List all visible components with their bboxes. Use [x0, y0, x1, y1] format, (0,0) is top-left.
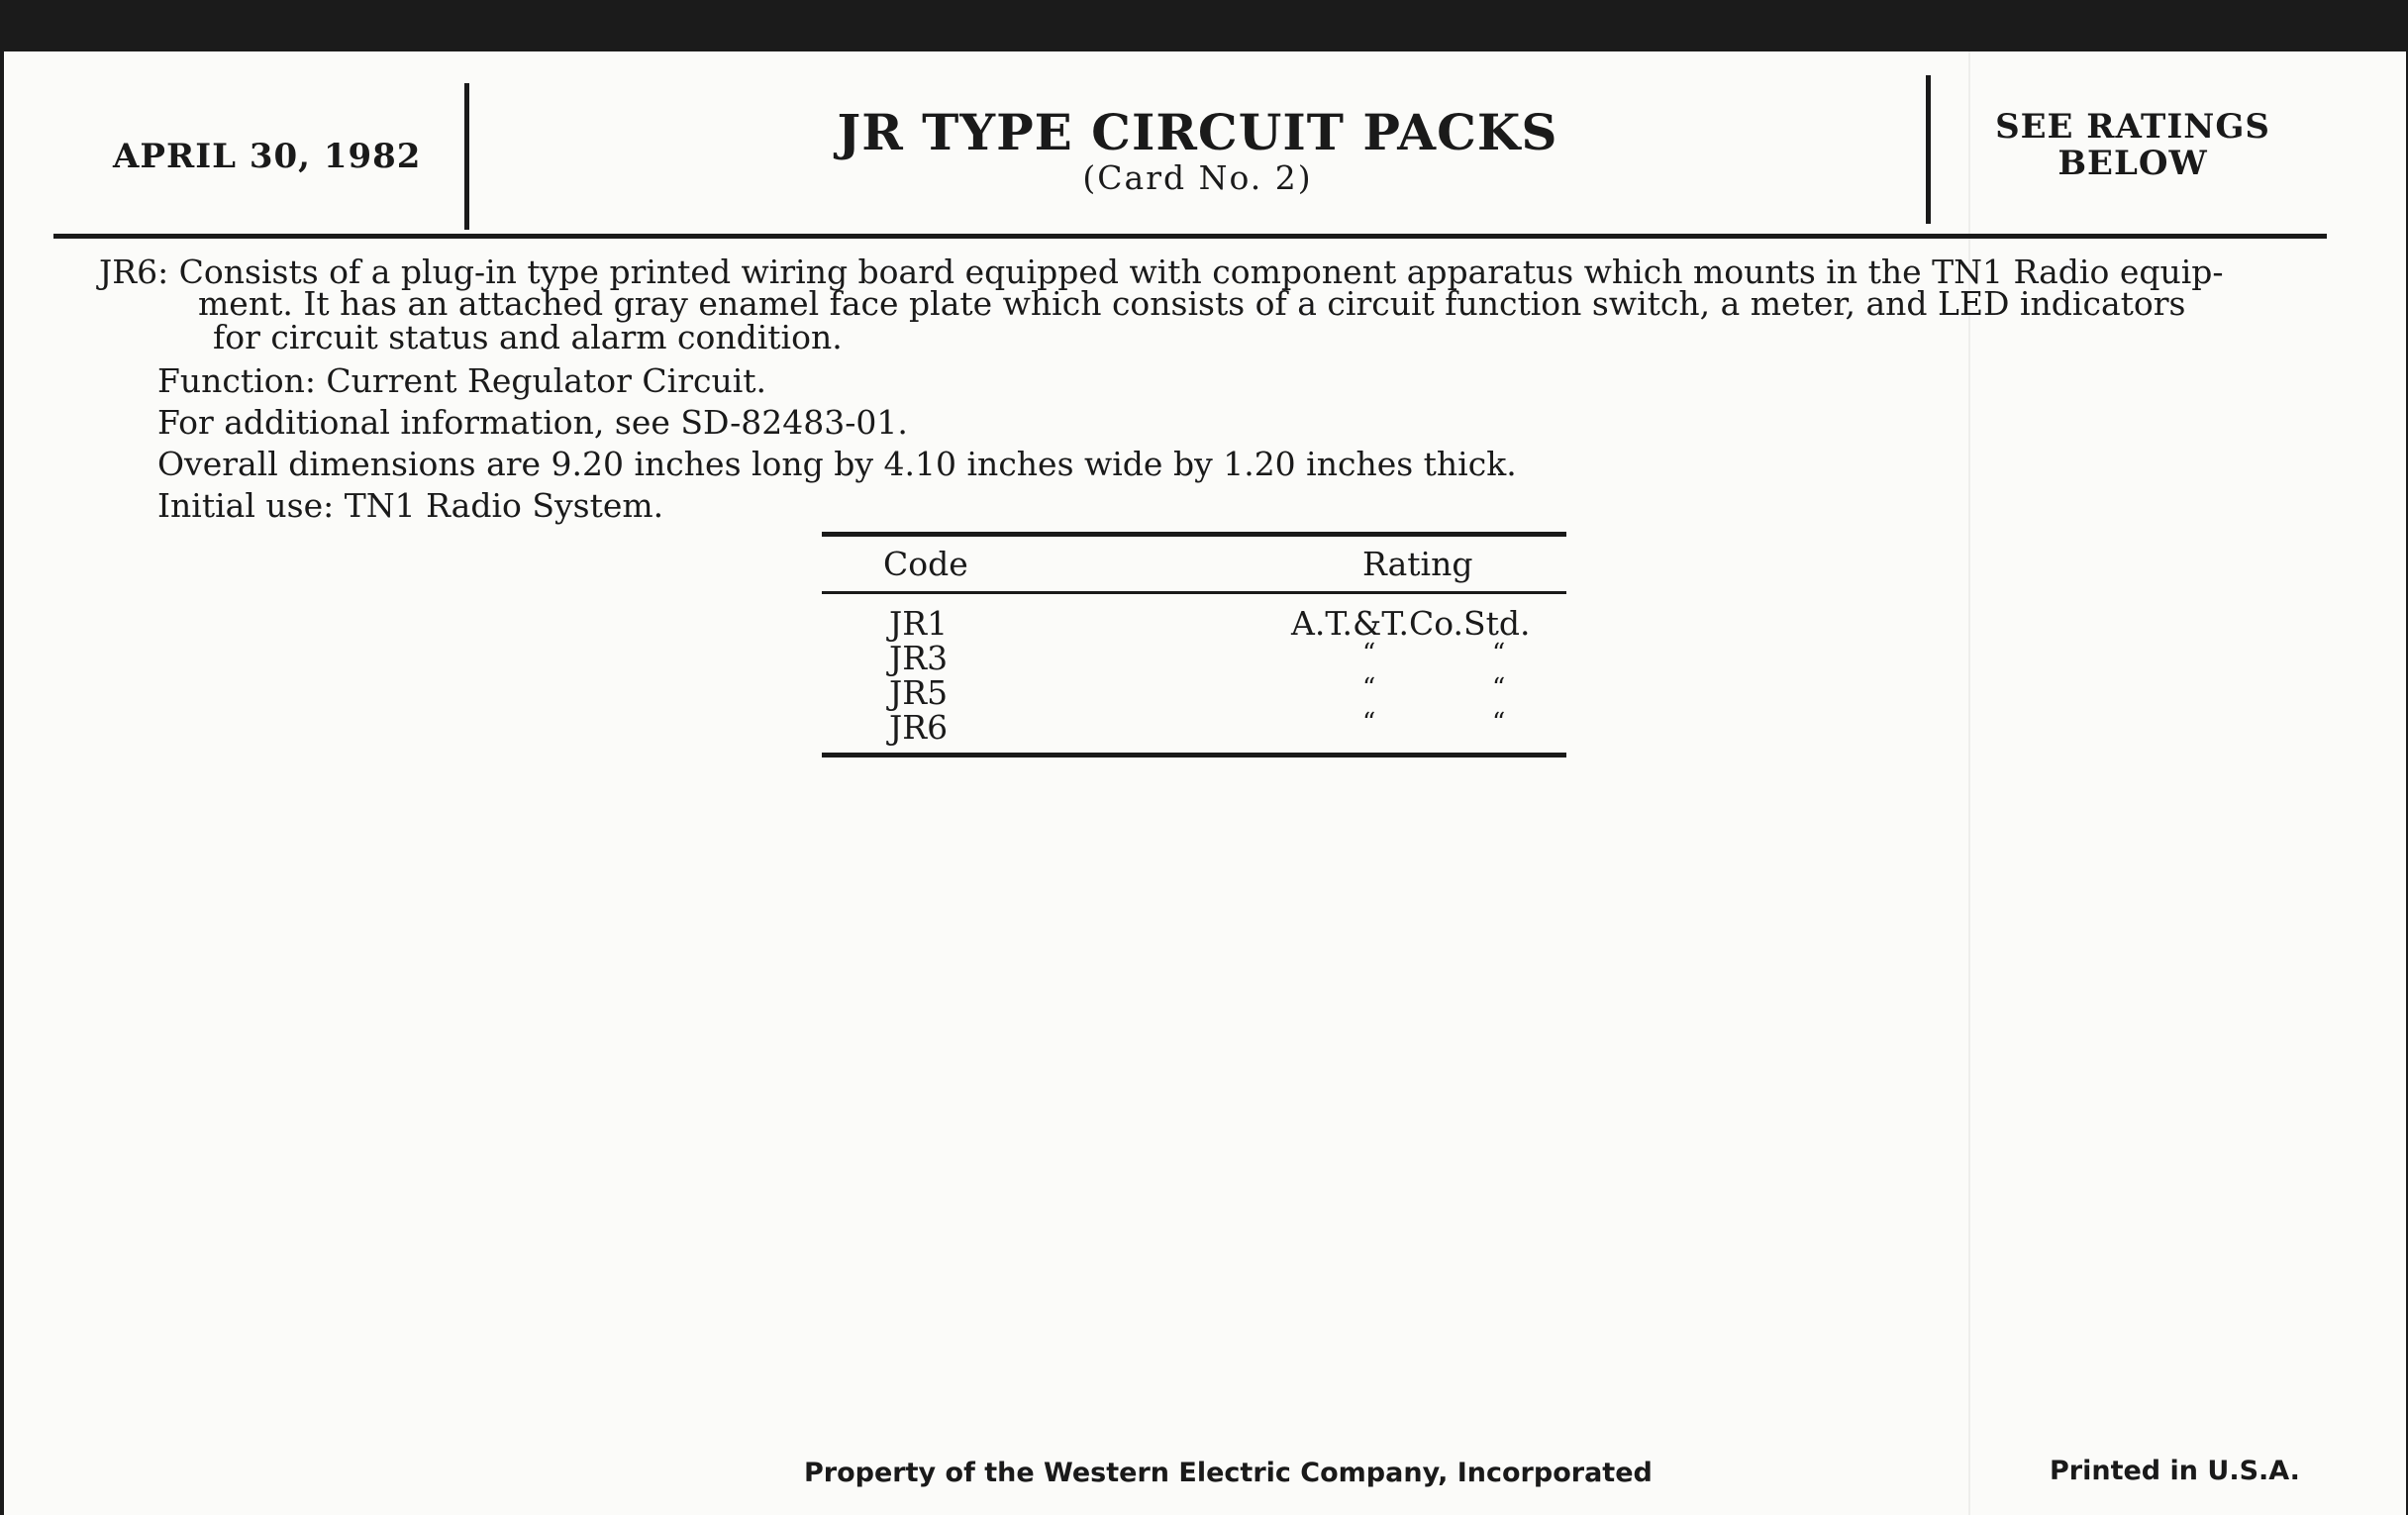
- header-rule: [53, 234, 2327, 239]
- description-line-3: for circuit status and alarm condition.: [213, 318, 843, 356]
- reference-card: [4, 51, 2406, 1515]
- description-line-1: JR6: Consists of a plug-in type printed wiring board equipped with component apparatus which mounts in the TN1 Radio equip-: [99, 252, 2224, 291]
- card-number: (Card No. 2): [1082, 158, 1313, 197]
- ratings-note-line2: BELOW: [2057, 144, 2208, 183]
- ditto-mark: “: [1492, 639, 1506, 668]
- ditto-mark: “: [1492, 708, 1506, 738]
- printed-notice: Printed in U.S.A.: [2050, 1456, 2300, 1486]
- table-cell-rating-ditto: [1291, 641, 1531, 675]
- initial-use-line: Initial use: TN1 Radio System.: [157, 486, 664, 525]
- table-header-code: Code: [883, 545, 968, 583]
- ditto-mark: “: [1362, 639, 1376, 668]
- table-cell-rating-ditto: [1291, 675, 1531, 710]
- table-cell-code: JR1: [889, 604, 949, 643]
- issue-date: APRIL 30, 1982: [113, 137, 422, 176]
- ratings-note-line1: SEE RATINGS: [1995, 107, 2270, 147]
- dimensions-line: Overall dimensions are 9.20 inches long by 4.10 inches wide by 1.20 inches thick.: [157, 445, 1517, 483]
- property-notice: Property of the Western Electric Company, Incorporated: [804, 1458, 1653, 1488]
- header-divider-right: [1926, 75, 1931, 224]
- table-cell-rating-ditto: [1291, 710, 1531, 745]
- code-column: [889, 606, 948, 745]
- table-header-rating: Rating: [1362, 545, 1473, 583]
- additional-info-line: For additional information, see SD-82483-01.: [157, 403, 908, 442]
- table-cell-code: JR3: [889, 639, 949, 677]
- table-header-rule: [822, 591, 1566, 594]
- rating-column: [1291, 606, 1531, 745]
- ditto-mark: “: [1492, 673, 1506, 703]
- ditto-mark: “: [1362, 673, 1376, 703]
- table-cell-code: JR6: [889, 708, 949, 747]
- ditto-mark: “: [1362, 708, 1376, 738]
- table-top-rule: [822, 532, 1566, 537]
- description-line-2: ment. It has an attached gray enamel face plate which consists of a circuit function switch, a meter, and LED indicators: [198, 284, 2186, 323]
- table-bottom-rule: [822, 753, 1566, 758]
- table-cell-rating: A.T.&T.Co.Std.: [1291, 604, 1531, 643]
- function-line: Function: Current Regulator Circuit.: [157, 361, 767, 400]
- ratings-note: [1974, 109, 2291, 182]
- table-cell-code: JR5: [889, 673, 949, 712]
- card-title: JR TYPE CIRCUIT PACKS: [837, 103, 1558, 161]
